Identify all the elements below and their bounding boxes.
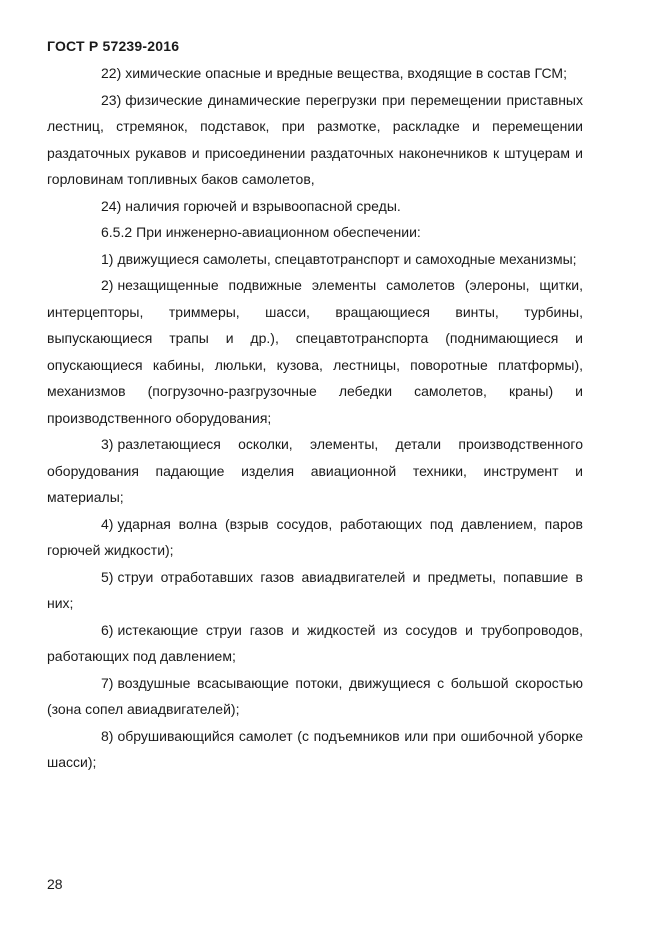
list-item-text: движущиеся самолеты, спецавтотранспорт и самоходные механизмы; — [117, 250, 577, 267]
list-item — [47, 272, 583, 431]
list-item-number: 3) — [101, 436, 114, 452]
list-item — [47, 564, 583, 617]
list-item — [47, 193, 583, 220]
list-item — [47, 431, 583, 511]
list-item-number: 23) — [101, 91, 122, 108]
document-body — [47, 60, 583, 776]
list-item-text: разлетающиеся осколки, элементы, детали производственного оборудования падающие изделия авиационной техники, инструмент и материалы; — [47, 436, 583, 505]
list-item-number: 6) — [101, 621, 114, 638]
list-item-text: физические динамические перегрузки при перемещении приставных лестниц, стремянок, подставок, при размотке, раскладке и перемещении раздаточных рукавов и присоединении раздаточных наконечников к штуцерам и горловинам топливных баков самолетов, — [47, 91, 583, 187]
list-item-text: химические опасные и вредные вещества, входящие в состав ГСМ; — [125, 65, 567, 81]
page-number: 28 — [47, 876, 63, 892]
list-item-text: наличия горючей и взрывоопасной среды. — [125, 197, 401, 214]
list-item — [47, 246, 583, 273]
list-item-text: воздушные всасывающие потоки, движущиеся с большой скоростью (зона сопел авиадвигателей); — [47, 674, 583, 717]
section-heading — [47, 219, 583, 246]
list-item — [47, 670, 583, 723]
document-header-code: ГОСТ Р 57239-2016 — [47, 38, 180, 54]
list-item-number: 24) — [101, 197, 122, 214]
list-item — [47, 87, 583, 193]
list-item-number: 1) — [101, 250, 114, 267]
list-item-text: струи отработавших газов авиадвигателей и предметы, попавшие в них; — [47, 568, 583, 611]
section-number: 6.5.2 — [101, 224, 133, 240]
list-item-text: незащищенные подвижные элементы самолетов (элероны, щитки, интерцепторы, триммеры, шасси, вращающиеся винты, турбины, выпускающиеся трапы и др.), спецавтотранспорта (поднимающиеся и опускающиеся кабины, люльки, кузова, лестницы, поворотные платформы), механизмов (погрузочно-разгрузочные лебедки самолетов, краны) и производственного оборудования; — [47, 277, 583, 426]
list-item-number: 22) — [101, 65, 122, 81]
list-item-text: истекающие струи газов и жидкостей из сосудов и трубопроводов, работающих под давлением; — [47, 621, 583, 664]
list-item — [47, 617, 583, 670]
section-heading-text: При инженерно-авиационном обеспечении: — [136, 224, 421, 240]
list-item-number: 7) — [101, 674, 114, 691]
list-item-text: ударная волна (взрыв сосудов, работающих под давлением, паров горючей жидкости); — [47, 515, 583, 558]
list-item-number: 4) — [101, 515, 114, 532]
list-item — [47, 723, 583, 776]
list-item — [47, 60, 583, 87]
list-item — [47, 511, 583, 564]
list-item-number: 5) — [101, 568, 114, 585]
list-item-text: обрушивающийся самолет (с подъемников или при ошибочной уборке шасси); — [47, 727, 583, 770]
list-item-number: 8) — [101, 727, 114, 744]
list-item-number: 2) — [101, 277, 114, 293]
